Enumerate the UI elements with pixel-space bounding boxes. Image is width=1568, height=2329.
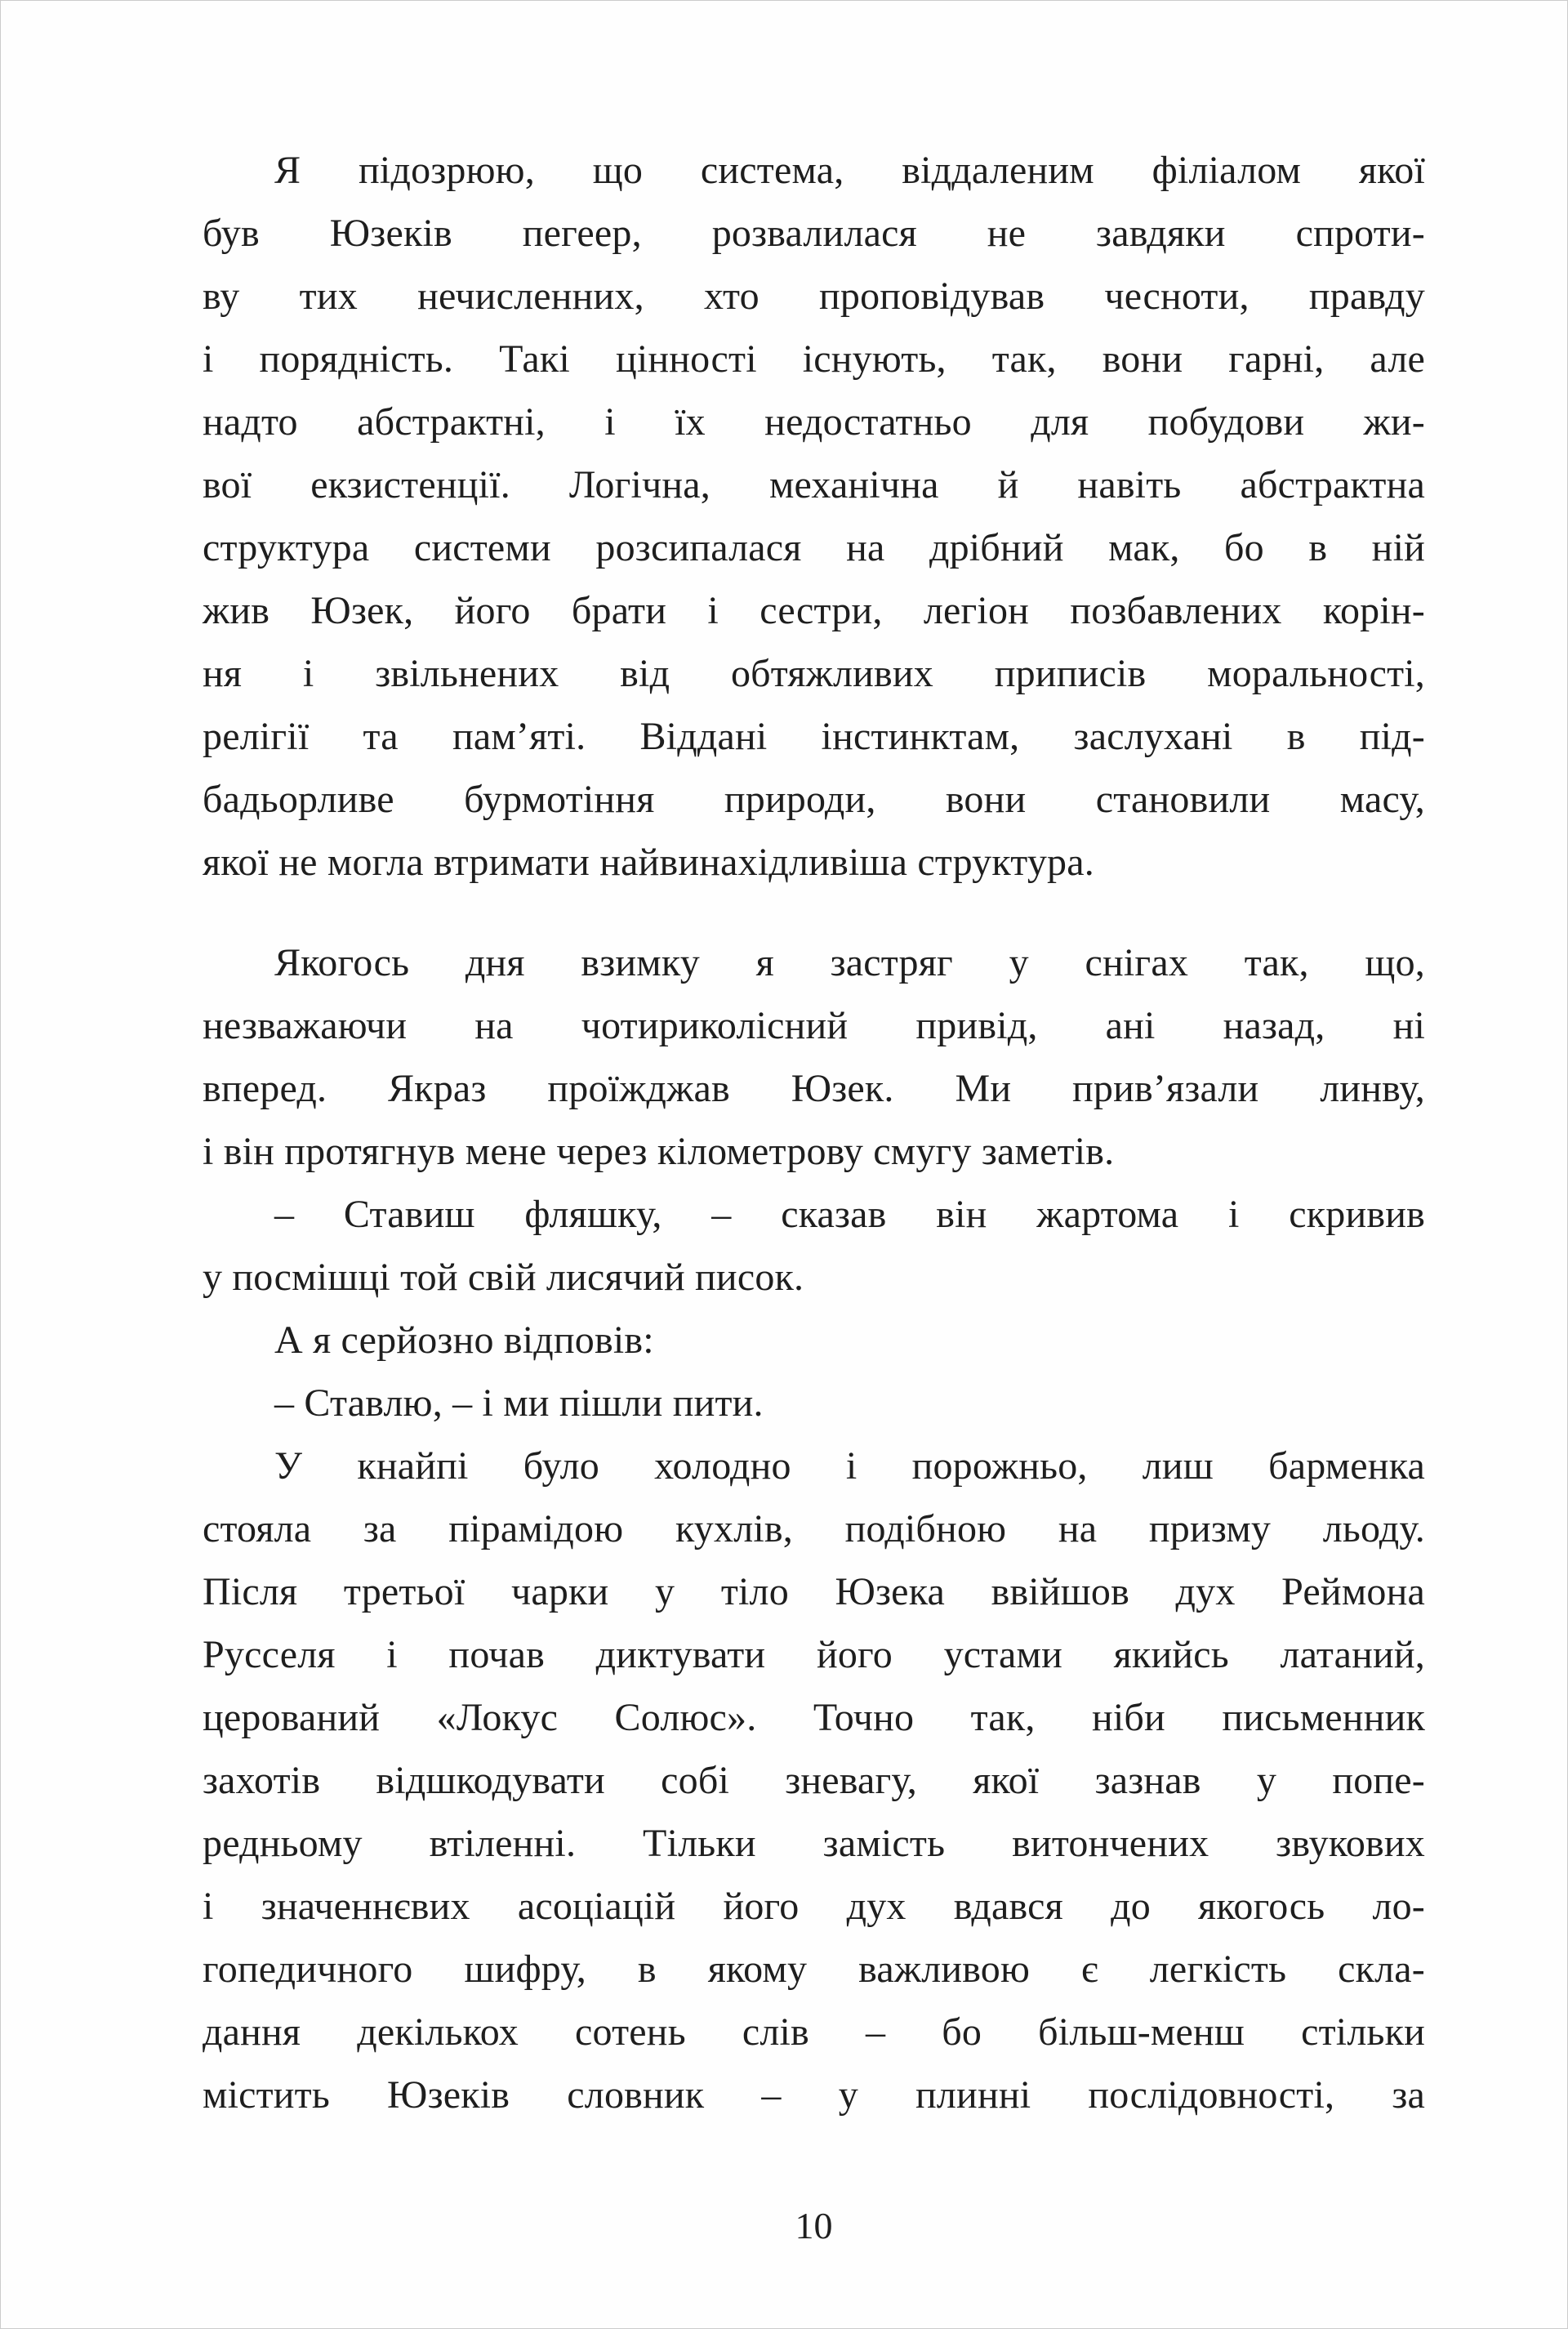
text-line: і порядність. Такі цінності існують, так, вони гарні, але [203,337,1425,381]
text-line: структура системи розсипалася на дрібний мак, бо в ній [203,526,1425,569]
paragraph [203,1183,1425,1309]
text-line: дання декількох сотень слів – бо більш-менш стільки [203,2010,1425,2054]
text-line: надто абстрактні, і їх недостатньо для побудови жи- [203,400,1425,444]
paragraph [203,1372,1425,1434]
text-line: містить Юзеків словник – у плинні послідовності, за [203,2073,1425,2117]
page-text [203,139,1425,2126]
text-line: якої не могла втримати найвинахідливіша структура. [203,841,1094,884]
text-line: незважаючи на чотириколісний привід, ані назад, ні [203,1004,1425,1047]
text-line: Русселя і почав диктувати його устами якийсь латаний, [203,1633,1425,1676]
text-line: вперед. Якраз проїжджав Юзек. Ми прив’язали линву, [203,1067,1425,1110]
paragraph [203,931,1425,1183]
text-line: – Ставиш фляшку, – сказав він жартома і скривив [274,1193,1425,1236]
text-line: стояла за пірамідою кухлів, подібною на призму льоду. [203,1507,1425,1550]
text-line: У кнайпі було холодно і порожньо, лиш барменка [274,1444,1425,1488]
text-line: жив Юзек, його брати і сестри, легіон позбавлених корін- [203,589,1425,632]
text-line: і значеннєвих асоціацій його дух вдався до якогось ло- [203,1885,1425,1928]
text-line: бадьорливе бурмотіння природи, вони становили масу, [203,778,1425,821]
text-line: Якогось дня взимку я застряг у снігах так, що, [274,941,1425,984]
text-line: вої екзистенції. Логічна, механічна й навіть абстрактна [203,463,1425,506]
text-line: редньому втіленні. Тільки замість витончених звукових [203,1822,1425,1865]
text-line: і він протягнув мене через кілометрову смугу заметів. [203,1130,1115,1173]
text-line: гопедичного шифру, в якому важливою є легкість скла- [203,1948,1425,1991]
text-line: релігії та пам’яті. Віддані інстинктам, заслухані в під- [203,715,1425,758]
text-line: у посмішці той свій лисячий писок. [203,1256,804,1299]
text-line: церований «Локус Солюс». Точно так, ніби письменник [203,1696,1425,1739]
page-number: 10 [795,2205,833,2246]
text-line: – Ставлю, – і ми пішли пити. [274,1381,764,1425]
paragraph [203,1434,1425,2126]
text-line: був Юзеків пегеер, розвалилася не завдяки спроти- [203,212,1425,255]
text-line: ня і звільнених від обтяжливих приписів моральності, [203,652,1425,695]
paragraph [203,139,1425,894]
paragraph [203,1309,1425,1372]
text-line: Я підозрюю, що система, віддаленим філіалом якої [274,149,1425,192]
text-line: А я серйозно відповів: [274,1318,654,1362]
text-line: Після третьої чарки у тіло Юзека ввійшов дух Реймона [203,1570,1425,1613]
text-line: ву тих нечисленних, хто проповідував чесноти, правду [203,274,1425,318]
text-line: захотів відшкодувати собі зневагу, якої зазнав у попе- [203,1759,1425,1802]
